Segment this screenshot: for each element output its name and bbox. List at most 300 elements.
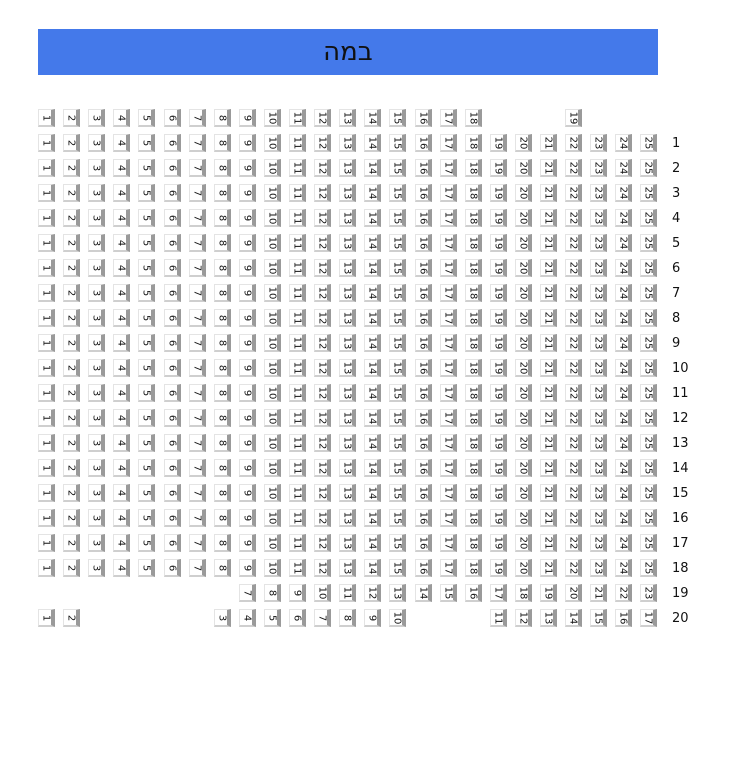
- seat[interactable]: [389, 434, 406, 452]
- seat[interactable]: [364, 109, 381, 127]
- seat[interactable]: [138, 284, 155, 302]
- seat[interactable]: [540, 534, 557, 552]
- seat[interactable]: [565, 434, 582, 452]
- seat[interactable]: [189, 234, 206, 252]
- seat[interactable]: [289, 159, 306, 177]
- seat[interactable]: [264, 209, 281, 227]
- seat[interactable]: [364, 259, 381, 277]
- seat[interactable]: [415, 559, 432, 577]
- seat[interactable]: [540, 609, 557, 627]
- seat[interactable]: [113, 184, 130, 202]
- seat[interactable]: [389, 609, 406, 627]
- seat[interactable]: [415, 434, 432, 452]
- seat[interactable]: [490, 334, 507, 352]
- seat[interactable]: [164, 434, 181, 452]
- seat[interactable]: [640, 284, 657, 302]
- seat[interactable]: [465, 159, 482, 177]
- seat[interactable]: [540, 484, 557, 502]
- seat[interactable]: [440, 134, 457, 152]
- seat[interactable]: [364, 359, 381, 377]
- seat[interactable]: [389, 109, 406, 127]
- seat[interactable]: [214, 184, 231, 202]
- seat[interactable]: [314, 359, 331, 377]
- seat[interactable]: [565, 234, 582, 252]
- seat[interactable]: [264, 234, 281, 252]
- seat[interactable]: [490, 409, 507, 427]
- seat[interactable]: [239, 609, 256, 627]
- seat[interactable]: [565, 359, 582, 377]
- seat[interactable]: [540, 509, 557, 527]
- seat[interactable]: [615, 234, 632, 252]
- seat[interactable]: [264, 109, 281, 127]
- seat[interactable]: [63, 309, 80, 327]
- seat[interactable]: [189, 109, 206, 127]
- seat[interactable]: [189, 184, 206, 202]
- seat[interactable]: [289, 334, 306, 352]
- seat[interactable]: [289, 409, 306, 427]
- seat[interactable]: [289, 259, 306, 277]
- seat[interactable]: [88, 209, 105, 227]
- seat[interactable]: [389, 184, 406, 202]
- seat[interactable]: [264, 284, 281, 302]
- seat[interactable]: [440, 584, 457, 602]
- seat[interactable]: [515, 509, 532, 527]
- seat[interactable]: [465, 584, 482, 602]
- seat[interactable]: [540, 434, 557, 452]
- seat[interactable]: [465, 484, 482, 502]
- seat[interactable]: [63, 434, 80, 452]
- seat[interactable]: [364, 559, 381, 577]
- seat[interactable]: [113, 209, 130, 227]
- seat[interactable]: [490, 534, 507, 552]
- seat[interactable]: [540, 409, 557, 427]
- seat[interactable]: [88, 284, 105, 302]
- seat[interactable]: [164, 184, 181, 202]
- seat[interactable]: [339, 109, 356, 127]
- seat[interactable]: [214, 384, 231, 402]
- seat[interactable]: [465, 534, 482, 552]
- seat[interactable]: [364, 534, 381, 552]
- seat[interactable]: [590, 484, 607, 502]
- seat[interactable]: [189, 259, 206, 277]
- seat[interactable]: [465, 209, 482, 227]
- seat[interactable]: [339, 159, 356, 177]
- seat[interactable]: [88, 534, 105, 552]
- seat[interactable]: [415, 284, 432, 302]
- seat[interactable]: [239, 584, 256, 602]
- seat[interactable]: [515, 409, 532, 427]
- seat[interactable]: [364, 459, 381, 477]
- seat[interactable]: [113, 309, 130, 327]
- seat[interactable]: [239, 159, 256, 177]
- seat[interactable]: [138, 134, 155, 152]
- seat[interactable]: [440, 509, 457, 527]
- seat[interactable]: [239, 534, 256, 552]
- seat[interactable]: [214, 159, 231, 177]
- seat[interactable]: [38, 384, 55, 402]
- seat[interactable]: [565, 459, 582, 477]
- seat[interactable]: [63, 559, 80, 577]
- seat[interactable]: [314, 259, 331, 277]
- seat[interactable]: [189, 209, 206, 227]
- seat[interactable]: [38, 259, 55, 277]
- seat[interactable]: [88, 459, 105, 477]
- seat[interactable]: [289, 309, 306, 327]
- seat[interactable]: [389, 209, 406, 227]
- seat[interactable]: [465, 359, 482, 377]
- seat[interactable]: [389, 284, 406, 302]
- seat[interactable]: [490, 584, 507, 602]
- seat[interactable]: [440, 459, 457, 477]
- seat[interactable]: [239, 209, 256, 227]
- seat[interactable]: [164, 359, 181, 377]
- seat[interactable]: [590, 609, 607, 627]
- seat[interactable]: [63, 459, 80, 477]
- seat[interactable]: [339, 509, 356, 527]
- seat[interactable]: [189, 409, 206, 427]
- seat[interactable]: [465, 134, 482, 152]
- seat[interactable]: [38, 459, 55, 477]
- seat[interactable]: [113, 459, 130, 477]
- seat[interactable]: [364, 434, 381, 452]
- seat[interactable]: [164, 209, 181, 227]
- seat[interactable]: [289, 284, 306, 302]
- seat[interactable]: [565, 209, 582, 227]
- seat[interactable]: [389, 534, 406, 552]
- seat[interactable]: [214, 484, 231, 502]
- seat[interactable]: [138, 209, 155, 227]
- seat[interactable]: [214, 284, 231, 302]
- seat[interactable]: [214, 134, 231, 152]
- seat[interactable]: [615, 459, 632, 477]
- seat[interactable]: [314, 159, 331, 177]
- seat[interactable]: [590, 434, 607, 452]
- seat[interactable]: [189, 134, 206, 152]
- seat[interactable]: [214, 259, 231, 277]
- seat[interactable]: [615, 259, 632, 277]
- seat[interactable]: [314, 384, 331, 402]
- seat[interactable]: [640, 484, 657, 502]
- seat[interactable]: [38, 334, 55, 352]
- seat[interactable]: [314, 559, 331, 577]
- seat[interactable]: [364, 609, 381, 627]
- seat[interactable]: [113, 534, 130, 552]
- seat[interactable]: [465, 284, 482, 302]
- seat[interactable]: [339, 334, 356, 352]
- seat[interactable]: [415, 234, 432, 252]
- seat[interactable]: [264, 484, 281, 502]
- seat[interactable]: [113, 359, 130, 377]
- seat[interactable]: [88, 259, 105, 277]
- seat[interactable]: [339, 234, 356, 252]
- seat[interactable]: [490, 559, 507, 577]
- seat[interactable]: [239, 484, 256, 502]
- seat[interactable]: [440, 109, 457, 127]
- seat[interactable]: [364, 384, 381, 402]
- seat[interactable]: [264, 559, 281, 577]
- seat[interactable]: [590, 234, 607, 252]
- seat[interactable]: [289, 534, 306, 552]
- seat[interactable]: [490, 484, 507, 502]
- seat[interactable]: [565, 134, 582, 152]
- seat[interactable]: [515, 584, 532, 602]
- seat[interactable]: [515, 384, 532, 402]
- seat[interactable]: [339, 559, 356, 577]
- seat[interactable]: [189, 459, 206, 477]
- seat[interactable]: [189, 509, 206, 527]
- seat[interactable]: [415, 209, 432, 227]
- seat[interactable]: [590, 259, 607, 277]
- seat[interactable]: [490, 234, 507, 252]
- seat[interactable]: [640, 209, 657, 227]
- seat[interactable]: [565, 259, 582, 277]
- seat[interactable]: [113, 159, 130, 177]
- seat[interactable]: [415, 184, 432, 202]
- seat[interactable]: [264, 609, 281, 627]
- seat[interactable]: [515, 609, 532, 627]
- seat[interactable]: [164, 109, 181, 127]
- seat[interactable]: [239, 259, 256, 277]
- seat[interactable]: [440, 209, 457, 227]
- seat[interactable]: [113, 384, 130, 402]
- seat[interactable]: [214, 359, 231, 377]
- seat[interactable]: [88, 484, 105, 502]
- seat[interactable]: [214, 409, 231, 427]
- seat[interactable]: [88, 559, 105, 577]
- seat[interactable]: [289, 559, 306, 577]
- seat[interactable]: [440, 359, 457, 377]
- seat[interactable]: [364, 584, 381, 602]
- seat[interactable]: [113, 484, 130, 502]
- seat[interactable]: [565, 184, 582, 202]
- seat[interactable]: [590, 534, 607, 552]
- seat[interactable]: [113, 134, 130, 152]
- seat[interactable]: [138, 484, 155, 502]
- seat[interactable]: [38, 159, 55, 177]
- seat[interactable]: [164, 559, 181, 577]
- seat[interactable]: [339, 284, 356, 302]
- seat[interactable]: [465, 459, 482, 477]
- seat[interactable]: [415, 259, 432, 277]
- seat[interactable]: [339, 209, 356, 227]
- seat[interactable]: [615, 609, 632, 627]
- seat[interactable]: [389, 234, 406, 252]
- seat[interactable]: [440, 159, 457, 177]
- seat[interactable]: [289, 484, 306, 502]
- seat[interactable]: [540, 384, 557, 402]
- seat[interactable]: [88, 184, 105, 202]
- seat[interactable]: [314, 309, 331, 327]
- seat[interactable]: [415, 534, 432, 552]
- seat[interactable]: [515, 534, 532, 552]
- seat[interactable]: [289, 434, 306, 452]
- seat[interactable]: [63, 109, 80, 127]
- seat[interactable]: [640, 184, 657, 202]
- seat[interactable]: [214, 109, 231, 127]
- seat[interactable]: [239, 409, 256, 427]
- seat[interactable]: [264, 259, 281, 277]
- seat[interactable]: [590, 309, 607, 327]
- seat[interactable]: [164, 159, 181, 177]
- seat[interactable]: [540, 284, 557, 302]
- seat[interactable]: [565, 609, 582, 627]
- seat[interactable]: [38, 134, 55, 152]
- seat[interactable]: [465, 559, 482, 577]
- seat[interactable]: [590, 584, 607, 602]
- seat[interactable]: [63, 509, 80, 527]
- seat[interactable]: [138, 409, 155, 427]
- seat[interactable]: [38, 609, 55, 627]
- seat[interactable]: [640, 434, 657, 452]
- seat[interactable]: [239, 359, 256, 377]
- seat[interactable]: [490, 134, 507, 152]
- seat[interactable]: [615, 359, 632, 377]
- seat[interactable]: [214, 434, 231, 452]
- seat[interactable]: [339, 184, 356, 202]
- seat[interactable]: [339, 134, 356, 152]
- seat[interactable]: [63, 134, 80, 152]
- seat[interactable]: [615, 284, 632, 302]
- seat[interactable]: [113, 259, 130, 277]
- seat[interactable]: [88, 234, 105, 252]
- seat[interactable]: [264, 434, 281, 452]
- seat[interactable]: [88, 359, 105, 377]
- seat[interactable]: [364, 134, 381, 152]
- seat[interactable]: [63, 409, 80, 427]
- seat[interactable]: [314, 184, 331, 202]
- seat[interactable]: [264, 534, 281, 552]
- seat[interactable]: [415, 309, 432, 327]
- seat[interactable]: [490, 384, 507, 402]
- seat[interactable]: [38, 484, 55, 502]
- seat[interactable]: [540, 459, 557, 477]
- seat[interactable]: [640, 559, 657, 577]
- seat[interactable]: [38, 359, 55, 377]
- seat[interactable]: [540, 559, 557, 577]
- seat[interactable]: [565, 334, 582, 352]
- seat[interactable]: [465, 234, 482, 252]
- seat[interactable]: [590, 334, 607, 352]
- seat[interactable]: [415, 484, 432, 502]
- seat[interactable]: [515, 259, 532, 277]
- seat[interactable]: [189, 309, 206, 327]
- seat[interactable]: [590, 134, 607, 152]
- seat[interactable]: [415, 109, 432, 127]
- seat[interactable]: [63, 609, 80, 627]
- seat[interactable]: [138, 184, 155, 202]
- seat[interactable]: [239, 284, 256, 302]
- seat[interactable]: [63, 234, 80, 252]
- seat[interactable]: [339, 484, 356, 502]
- seat[interactable]: [590, 409, 607, 427]
- seat[interactable]: [490, 184, 507, 202]
- seat[interactable]: [164, 409, 181, 427]
- seat[interactable]: [189, 534, 206, 552]
- seat[interactable]: [214, 309, 231, 327]
- seat[interactable]: [389, 459, 406, 477]
- seat[interactable]: [189, 559, 206, 577]
- seat[interactable]: [615, 309, 632, 327]
- seat[interactable]: [565, 109, 582, 127]
- seat[interactable]: [138, 559, 155, 577]
- seat[interactable]: [440, 259, 457, 277]
- seat[interactable]: [239, 509, 256, 527]
- seat[interactable]: [615, 409, 632, 427]
- seat[interactable]: [214, 559, 231, 577]
- seat[interactable]: [63, 334, 80, 352]
- seat[interactable]: [440, 234, 457, 252]
- seat[interactable]: [38, 234, 55, 252]
- seat[interactable]: [239, 184, 256, 202]
- seat[interactable]: [590, 209, 607, 227]
- seat[interactable]: [113, 509, 130, 527]
- seat[interactable]: [264, 509, 281, 527]
- seat[interactable]: [138, 384, 155, 402]
- seat[interactable]: [138, 309, 155, 327]
- seat[interactable]: [440, 284, 457, 302]
- seat[interactable]: [88, 334, 105, 352]
- seat[interactable]: [590, 559, 607, 577]
- seat[interactable]: [289, 459, 306, 477]
- seat[interactable]: [389, 259, 406, 277]
- seat[interactable]: [515, 159, 532, 177]
- seat[interactable]: [138, 534, 155, 552]
- seat[interactable]: [38, 534, 55, 552]
- seat[interactable]: [364, 509, 381, 527]
- seat[interactable]: [640, 584, 657, 602]
- seat[interactable]: [189, 159, 206, 177]
- seat[interactable]: [640, 234, 657, 252]
- seat[interactable]: [314, 234, 331, 252]
- seat[interactable]: [640, 609, 657, 627]
- seat[interactable]: [63, 209, 80, 227]
- seat[interactable]: [615, 384, 632, 402]
- seat[interactable]: [440, 334, 457, 352]
- seat[interactable]: [339, 459, 356, 477]
- seat[interactable]: [640, 459, 657, 477]
- seat[interactable]: [38, 309, 55, 327]
- seat[interactable]: [214, 534, 231, 552]
- seat[interactable]: [640, 534, 657, 552]
- seat[interactable]: [88, 409, 105, 427]
- seat[interactable]: [640, 359, 657, 377]
- seat[interactable]: [465, 334, 482, 352]
- seat[interactable]: [214, 509, 231, 527]
- seat[interactable]: [640, 409, 657, 427]
- seat[interactable]: [239, 309, 256, 327]
- seat[interactable]: [113, 109, 130, 127]
- seat[interactable]: [490, 359, 507, 377]
- seat[interactable]: [440, 384, 457, 402]
- seat[interactable]: [389, 134, 406, 152]
- seat[interactable]: [164, 284, 181, 302]
- seat[interactable]: [38, 509, 55, 527]
- seat[interactable]: [113, 434, 130, 452]
- seat[interactable]: [189, 484, 206, 502]
- seat[interactable]: [465, 309, 482, 327]
- seat[interactable]: [515, 209, 532, 227]
- seat[interactable]: [490, 609, 507, 627]
- seat[interactable]: [164, 459, 181, 477]
- seat[interactable]: [214, 209, 231, 227]
- seat[interactable]: [239, 384, 256, 402]
- seat[interactable]: [38, 559, 55, 577]
- seat[interactable]: [63, 159, 80, 177]
- seat[interactable]: [615, 509, 632, 527]
- seat[interactable]: [515, 284, 532, 302]
- seat[interactable]: [314, 459, 331, 477]
- seat[interactable]: [389, 359, 406, 377]
